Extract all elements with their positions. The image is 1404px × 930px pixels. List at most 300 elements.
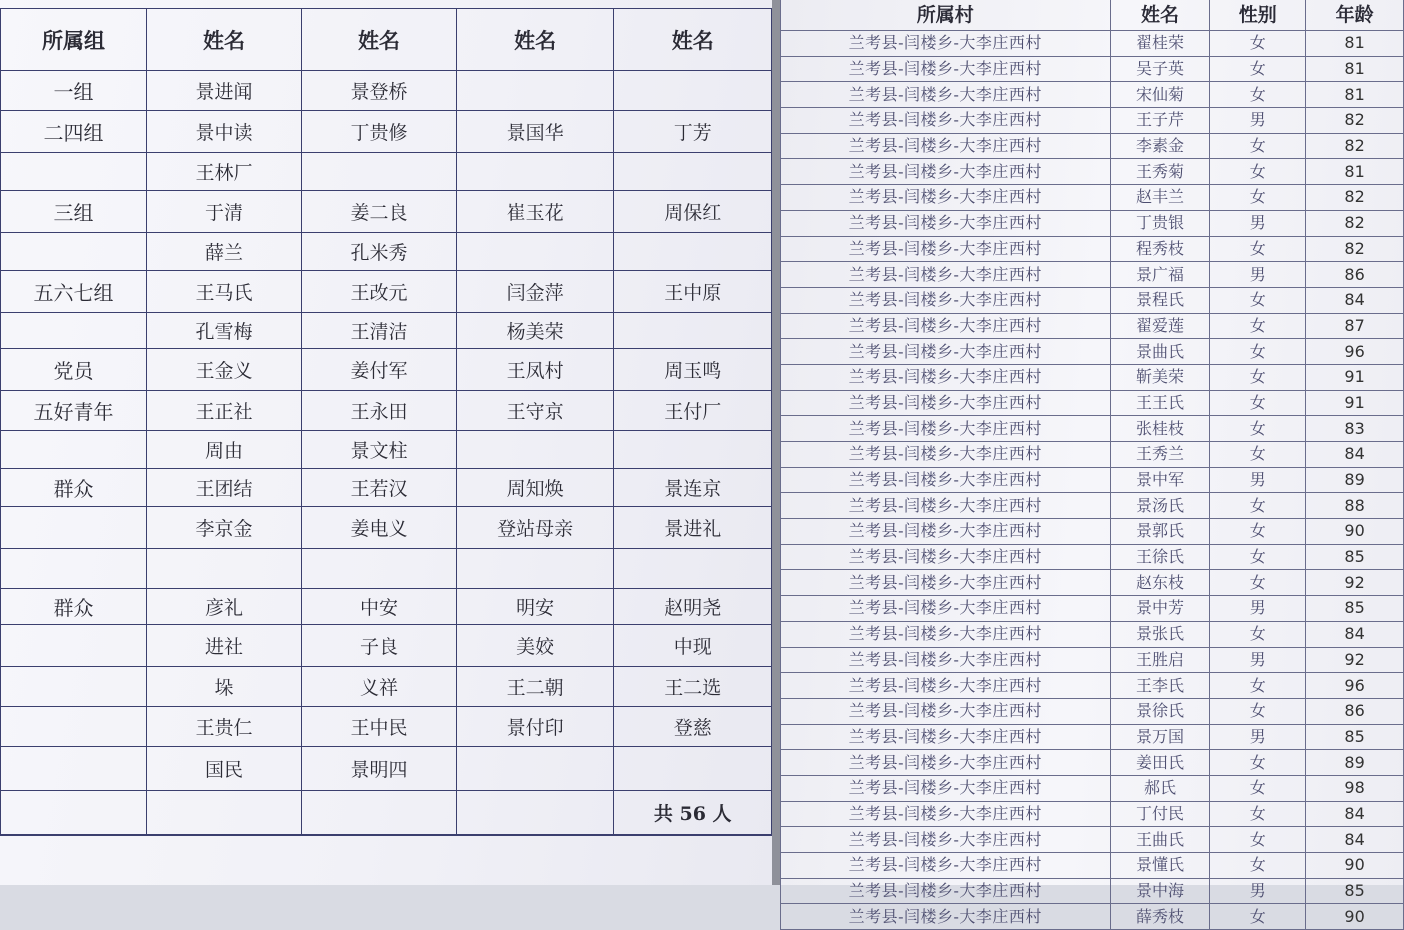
group-cell bbox=[1, 313, 147, 349]
table-row bbox=[781, 673, 1404, 699]
name-cell bbox=[614, 313, 772, 349]
name-cell: 张桂枝 bbox=[1110, 416, 1210, 442]
table-row bbox=[781, 185, 1404, 211]
group-cell: 一组 bbox=[1, 71, 147, 111]
name-cell: 景曲氏 bbox=[1110, 339, 1210, 365]
elderly-residents-table bbox=[780, 0, 1404, 930]
village-cell: 兰考县-闫楼乡-大李庄西村 bbox=[781, 108, 1111, 134]
name-cell: 登慈 bbox=[614, 707, 772, 747]
name-cell bbox=[456, 747, 613, 791]
village-cell: 兰考县-闫楼乡-大李庄西村 bbox=[781, 56, 1111, 82]
name-cell: 中现 bbox=[614, 625, 772, 667]
age-cell: 82 bbox=[1306, 236, 1404, 262]
age-cell: 90 bbox=[1306, 853, 1404, 879]
name-cell: 景付印 bbox=[456, 707, 613, 747]
name-cell: 王二朝 bbox=[456, 667, 613, 707]
table-row bbox=[1, 667, 772, 707]
table-row bbox=[781, 287, 1404, 313]
name-cell: 垛 bbox=[146, 667, 301, 707]
age-cell: 90 bbox=[1306, 904, 1404, 930]
gender-cell: 女 bbox=[1210, 159, 1306, 185]
gender-cell: 女 bbox=[1210, 133, 1306, 159]
table-row bbox=[1, 507, 772, 549]
name-cell: 周知焕 bbox=[456, 469, 613, 507]
name-cell: 王中原 bbox=[614, 271, 772, 313]
village-cell: 兰考县-闫楼乡-大李庄西村 bbox=[781, 236, 1111, 262]
age-cell: 84 bbox=[1306, 442, 1404, 468]
gender-cell: 男 bbox=[1210, 210, 1306, 236]
age-cell: 84 bbox=[1306, 827, 1404, 853]
name-cell: 李京金 bbox=[146, 507, 301, 549]
group-cell: 二四组 bbox=[1, 111, 147, 153]
village-cell: 兰考县-闫楼乡-大李庄西村 bbox=[781, 673, 1111, 699]
name-cell: 彦礼 bbox=[146, 589, 301, 625]
gender-cell: 男 bbox=[1210, 596, 1306, 622]
village-cell: 兰考县-闫楼乡-大李庄西村 bbox=[781, 750, 1111, 776]
name-cell bbox=[456, 71, 613, 111]
name-cell bbox=[614, 431, 772, 469]
gender-cell: 女 bbox=[1210, 416, 1306, 442]
village-cell: 兰考县-闫楼乡-大李庄西村 bbox=[781, 133, 1111, 159]
age-cell: 92 bbox=[1306, 570, 1404, 596]
village-cell: 兰考县-闫楼乡-大李庄西村 bbox=[781, 390, 1111, 416]
village-cell: 兰考县-闫楼乡-大李庄西村 bbox=[781, 647, 1111, 673]
group-cell bbox=[1, 549, 147, 589]
name-cell: 景徐氏 bbox=[1110, 698, 1210, 724]
age-cell: 81 bbox=[1306, 31, 1404, 57]
table-row bbox=[1, 391, 772, 431]
age-cell: 89 bbox=[1306, 467, 1404, 493]
name-cell: 王永田 bbox=[301, 391, 456, 431]
name-cell: 景汤氏 bbox=[1110, 493, 1210, 519]
age-cell: 82 bbox=[1306, 108, 1404, 134]
name-cell bbox=[301, 549, 456, 589]
table-row bbox=[781, 390, 1404, 416]
name-cell: 于清 bbox=[146, 191, 301, 233]
name-cell: 赵东枝 bbox=[1110, 570, 1210, 596]
name-cell: 王子芹 bbox=[1110, 108, 1210, 134]
name-cell bbox=[146, 791, 301, 835]
name-cell: 王李氏 bbox=[1110, 673, 1210, 699]
name-cell: 郝氏 bbox=[1110, 775, 1210, 801]
name-cell: 景中芳 bbox=[1110, 596, 1210, 622]
table-row bbox=[781, 210, 1404, 236]
name-cell: 杨美荣 bbox=[456, 313, 613, 349]
gender-cell: 女 bbox=[1210, 185, 1306, 211]
age-cell: 81 bbox=[1306, 56, 1404, 82]
table-row bbox=[1, 589, 772, 625]
age-cell: 85 bbox=[1306, 878, 1404, 904]
group-column-header: 所属组 bbox=[1, 9, 147, 71]
age-cell: 90 bbox=[1306, 519, 1404, 545]
name-cell: 景中海 bbox=[1110, 878, 1210, 904]
table-row bbox=[781, 339, 1404, 365]
gender-cell: 女 bbox=[1210, 313, 1306, 339]
gender-cell: 男 bbox=[1210, 108, 1306, 134]
age-cell: 82 bbox=[1306, 185, 1404, 211]
name-cell bbox=[146, 549, 301, 589]
gender-cell: 女 bbox=[1210, 853, 1306, 879]
name-cell: 美姣 bbox=[456, 625, 613, 667]
name-column-header: 姓名 bbox=[146, 9, 301, 71]
village-cell: 兰考县-闫楼乡-大李庄西村 bbox=[781, 801, 1111, 827]
name-cell bbox=[456, 791, 613, 835]
village-cell: 兰考县-闫楼乡-大李庄西村 bbox=[781, 467, 1111, 493]
name-cell: 景登桥 bbox=[301, 71, 456, 111]
table-row bbox=[781, 570, 1404, 596]
name-cell bbox=[146, 835, 301, 836]
name-cell bbox=[614, 233, 772, 271]
village-cell: 兰考县-闫楼乡-大李庄西村 bbox=[781, 31, 1111, 57]
age-cell: 91 bbox=[1306, 364, 1404, 390]
group-cell bbox=[1, 153, 147, 191]
gender-cell: 女 bbox=[1210, 442, 1306, 468]
village-cell: 兰考县-闫楼乡-大李庄西村 bbox=[781, 596, 1111, 622]
name-column-header: 姓名 bbox=[614, 9, 772, 71]
gender-cell: 女 bbox=[1210, 673, 1306, 699]
village-cell: 兰考县-闫楼乡-大李庄西村 bbox=[781, 159, 1111, 185]
group-cell: 党员 bbox=[1, 349, 147, 391]
name-cell: 王贵仁 bbox=[146, 707, 301, 747]
table-row bbox=[781, 108, 1404, 134]
table-row bbox=[1, 431, 772, 469]
name-cell: 王中民 bbox=[301, 707, 456, 747]
village-cell: 兰考县-闫楼乡-大李庄西村 bbox=[781, 570, 1111, 596]
name-column-header: 姓名 bbox=[456, 9, 613, 71]
village-cell: 兰考县-闫楼乡-大李庄西村 bbox=[781, 185, 1111, 211]
name-cell: 王改元 bbox=[301, 271, 456, 313]
table-row bbox=[781, 801, 1404, 827]
age-cell: 85 bbox=[1306, 596, 1404, 622]
age-cell: 96 bbox=[1306, 673, 1404, 699]
village-cell: 兰考县-闫楼乡-大李庄西村 bbox=[781, 724, 1111, 750]
table-row bbox=[781, 621, 1404, 647]
name-column-header: 姓名 bbox=[301, 9, 456, 71]
name-cell bbox=[614, 549, 772, 589]
name-cell bbox=[301, 791, 456, 835]
table-row bbox=[781, 596, 1404, 622]
name-cell: 景程氏 bbox=[1110, 287, 1210, 313]
table-row bbox=[1, 191, 772, 233]
name-cell: 景文柱 bbox=[301, 431, 456, 469]
name-cell: 国民 bbox=[146, 747, 301, 791]
table-row bbox=[1, 625, 772, 667]
group-cell bbox=[1, 747, 147, 791]
name-cell bbox=[301, 835, 456, 836]
village-cell: 兰考县-闫楼乡-大李庄西村 bbox=[781, 853, 1111, 879]
name-cell bbox=[456, 835, 613, 836]
table-row bbox=[1, 835, 772, 836]
group-cell: 五六七组 bbox=[1, 271, 147, 313]
name-cell: 子良 bbox=[301, 625, 456, 667]
name-cell: 靳美荣 bbox=[1110, 364, 1210, 390]
name-cell: 义祥 bbox=[301, 667, 456, 707]
village-cell: 兰考县-闫楼乡-大李庄西村 bbox=[781, 827, 1111, 853]
table-row bbox=[781, 853, 1404, 879]
name-cell: 程秀枝 bbox=[1110, 236, 1210, 262]
age-cell: 82 bbox=[1306, 133, 1404, 159]
name-cell bbox=[456, 153, 613, 191]
name-cell: 景进闻 bbox=[146, 71, 301, 111]
table-row bbox=[781, 442, 1404, 468]
name-cell: 景张氏 bbox=[1110, 621, 1210, 647]
name-cell: 薛兰 bbox=[146, 233, 301, 271]
table-row bbox=[1, 71, 772, 111]
name-cell bbox=[456, 549, 613, 589]
age-cell: 87 bbox=[1306, 313, 1404, 339]
name-cell: 薛秀枝 bbox=[1110, 904, 1210, 930]
name-cell bbox=[614, 153, 772, 191]
name-cell: 景连京 bbox=[614, 469, 772, 507]
age-cell: 86 bbox=[1306, 262, 1404, 288]
name-cell: 姜二良 bbox=[301, 191, 456, 233]
gender-cell: 男 bbox=[1210, 647, 1306, 673]
name-cell: 崔玉花 bbox=[456, 191, 613, 233]
table-row bbox=[1, 469, 772, 507]
table-row bbox=[1, 791, 772, 835]
table-row bbox=[1, 111, 772, 153]
table-row bbox=[781, 904, 1404, 930]
age-cell: 88 bbox=[1306, 493, 1404, 519]
table-row bbox=[781, 133, 1404, 159]
group-cell: 群众 bbox=[1, 469, 147, 507]
gender-cell: 女 bbox=[1210, 827, 1306, 853]
name-cell: 吴子英 bbox=[1110, 56, 1210, 82]
table-row bbox=[781, 31, 1404, 57]
name-cell bbox=[614, 71, 772, 111]
table-row bbox=[781, 416, 1404, 442]
name-cell: 闫金萍 bbox=[456, 271, 613, 313]
name-cell: 王马氏 bbox=[146, 271, 301, 313]
name-cell: 王秀菊 bbox=[1110, 159, 1210, 185]
table-row bbox=[1, 153, 772, 191]
name-cell: 王秀兰 bbox=[1110, 442, 1210, 468]
gender-cell: 男 bbox=[1210, 262, 1306, 288]
name-cell: 姜田氏 bbox=[1110, 750, 1210, 776]
group-cell: 三组 bbox=[1, 191, 147, 233]
name-cell: 王守京 bbox=[456, 391, 613, 431]
group-cell bbox=[1, 625, 147, 667]
gender-cell: 女 bbox=[1210, 570, 1306, 596]
group-cell: 群众 bbox=[1, 589, 147, 625]
name-cell: 赵丰兰 bbox=[1110, 185, 1210, 211]
name-cell: 中安 bbox=[301, 589, 456, 625]
gender-cell: 女 bbox=[1210, 31, 1306, 57]
name-cell: 姜付军 bbox=[301, 349, 456, 391]
name-cell bbox=[456, 431, 613, 469]
table-row bbox=[781, 364, 1404, 390]
gender-cell: 女 bbox=[1210, 698, 1306, 724]
name-cell: 孔雪梅 bbox=[146, 313, 301, 349]
group-cell bbox=[1, 431, 147, 469]
age-cell: 84 bbox=[1306, 801, 1404, 827]
age-cell: 83 bbox=[1306, 416, 1404, 442]
name-cell: 周玉鸣 bbox=[614, 349, 772, 391]
gender-cell: 女 bbox=[1210, 621, 1306, 647]
name-cell: 赵明尧 bbox=[614, 589, 772, 625]
age-cell: 86 bbox=[1306, 698, 1404, 724]
gender-cell: 女 bbox=[1210, 493, 1306, 519]
group-cell bbox=[1, 507, 147, 549]
table-row bbox=[781, 544, 1404, 570]
age-cell: 98 bbox=[1306, 775, 1404, 801]
table-header-row bbox=[781, 0, 1404, 31]
name-cell: 丁贵银 bbox=[1110, 210, 1210, 236]
group-cell bbox=[1, 835, 147, 836]
age-cell: 92 bbox=[1306, 647, 1404, 673]
age-column-header: 年龄 bbox=[1306, 0, 1404, 31]
village-cell: 兰考县-闫楼乡-大李庄西村 bbox=[781, 262, 1111, 288]
name-cell: 宋仙菊 bbox=[1110, 82, 1210, 108]
page-gap bbox=[772, 0, 780, 885]
name-cell: 景郭氏 bbox=[1110, 519, 1210, 545]
village-cell: 兰考县-闫楼乡-大李庄西村 bbox=[781, 339, 1111, 365]
name-cell: 王徐氏 bbox=[1110, 544, 1210, 570]
name-cell: 王胜启 bbox=[1110, 647, 1210, 673]
name-cell bbox=[614, 747, 772, 791]
name-cell: 王二选 bbox=[614, 667, 772, 707]
name-cell: 王曲氏 bbox=[1110, 827, 1210, 853]
name-cell: 景懂氏 bbox=[1110, 853, 1210, 879]
age-cell: 96 bbox=[1306, 339, 1404, 365]
table-row bbox=[781, 827, 1404, 853]
name-cell: 王清洁 bbox=[301, 313, 456, 349]
name-cell: 王金义 bbox=[146, 349, 301, 391]
name-cell: 景国华 bbox=[456, 111, 613, 153]
name-cell: 明安 bbox=[456, 589, 613, 625]
gender-cell: 女 bbox=[1210, 339, 1306, 365]
name-cell: 景广福 bbox=[1110, 262, 1210, 288]
table-row bbox=[1, 747, 772, 791]
table-row bbox=[781, 82, 1404, 108]
age-cell: 82 bbox=[1306, 210, 1404, 236]
table-row bbox=[781, 775, 1404, 801]
table-row bbox=[781, 724, 1404, 750]
right-document-sheet bbox=[780, 0, 1404, 926]
gender-cell: 女 bbox=[1210, 390, 1306, 416]
name-cell: 翟桂荣 bbox=[1110, 31, 1210, 57]
village-cell: 兰考县-闫楼乡-大李庄西村 bbox=[781, 442, 1111, 468]
table-header-row bbox=[1, 9, 772, 71]
group-cell bbox=[1, 791, 147, 835]
table-row bbox=[1, 233, 772, 271]
group-cell: 五好青年 bbox=[1, 391, 147, 431]
group-cell bbox=[1, 233, 147, 271]
name-cell: 景万国 bbox=[1110, 724, 1210, 750]
gender-column-header: 性别 bbox=[1210, 0, 1306, 31]
age-cell: 89 bbox=[1306, 750, 1404, 776]
age-cell: 81 bbox=[1306, 82, 1404, 108]
table-row bbox=[1, 349, 772, 391]
village-cell: 兰考县-闫楼乡-大李庄西村 bbox=[781, 287, 1111, 313]
age-cell: 84 bbox=[1306, 287, 1404, 313]
group-cell bbox=[1, 667, 147, 707]
age-cell: 85 bbox=[1306, 544, 1404, 570]
name-cell: 景明四 bbox=[301, 747, 456, 791]
name-cell: 王凤村 bbox=[456, 349, 613, 391]
village-cell: 兰考县-闫楼乡-大李庄西村 bbox=[781, 878, 1111, 904]
name-cell bbox=[614, 835, 772, 836]
table-row bbox=[781, 159, 1404, 185]
gender-cell: 男 bbox=[1210, 724, 1306, 750]
name-cell: 姜电义 bbox=[301, 507, 456, 549]
village-cell: 兰考县-闫楼乡-大李庄西村 bbox=[781, 82, 1111, 108]
name-cell: 周保红 bbox=[614, 191, 772, 233]
name-cell: 王付厂 bbox=[614, 391, 772, 431]
table-row bbox=[1, 271, 772, 313]
gender-cell: 女 bbox=[1210, 364, 1306, 390]
village-column-header: 所属村 bbox=[781, 0, 1111, 31]
gender-cell: 男 bbox=[1210, 878, 1306, 904]
name-cell: 丁付民 bbox=[1110, 801, 1210, 827]
table-row bbox=[781, 750, 1404, 776]
name-cell: 景中军 bbox=[1110, 467, 1210, 493]
village-cell: 兰考县-闫楼乡-大李庄西村 bbox=[781, 698, 1111, 724]
village-cell: 兰考县-闫楼乡-大李庄西村 bbox=[781, 493, 1111, 519]
village-cell: 兰考县-闫楼乡-大李庄西村 bbox=[781, 544, 1111, 570]
village-cell: 兰考县-闫楼乡-大李庄西村 bbox=[781, 775, 1111, 801]
table-row bbox=[781, 313, 1404, 339]
gender-cell: 女 bbox=[1210, 56, 1306, 82]
gender-cell: 女 bbox=[1210, 904, 1306, 930]
name-cell: 翟爱莲 bbox=[1110, 313, 1210, 339]
name-cell: 王正社 bbox=[146, 391, 301, 431]
table-row bbox=[781, 236, 1404, 262]
village-cell: 兰考县-闫楼乡-大李庄西村 bbox=[781, 519, 1111, 545]
table-row bbox=[781, 262, 1404, 288]
village-cell: 兰考县-闫楼乡-大李庄西村 bbox=[781, 313, 1111, 339]
age-cell: 81 bbox=[1306, 159, 1404, 185]
group-roster-table bbox=[0, 8, 772, 836]
name-cell: 王林厂 bbox=[146, 153, 301, 191]
total-count: 共 56 人 bbox=[614, 791, 772, 835]
name-cell: 周由 bbox=[146, 431, 301, 469]
name-cell bbox=[456, 233, 613, 271]
name-cell: 景中读 bbox=[146, 111, 301, 153]
gender-cell: 女 bbox=[1210, 750, 1306, 776]
village-cell: 兰考县-闫楼乡-大李庄西村 bbox=[781, 621, 1111, 647]
age-cell: 85 bbox=[1306, 724, 1404, 750]
name-cell: 孔米秀 bbox=[301, 233, 456, 271]
name-column-header: 姓名 bbox=[1110, 0, 1210, 31]
name-cell: 登站母亲 bbox=[456, 507, 613, 549]
table-row bbox=[781, 493, 1404, 519]
table-row bbox=[1, 313, 772, 349]
age-cell: 91 bbox=[1306, 390, 1404, 416]
name-cell: 进社 bbox=[146, 625, 301, 667]
gender-cell: 女 bbox=[1210, 775, 1306, 801]
village-cell: 兰考县-闫楼乡-大李庄西村 bbox=[781, 364, 1111, 390]
table-row bbox=[781, 56, 1404, 82]
village-cell: 兰考县-闫楼乡-大李庄西村 bbox=[781, 904, 1111, 930]
name-cell: 李素金 bbox=[1110, 133, 1210, 159]
gender-cell: 女 bbox=[1210, 287, 1306, 313]
name-cell bbox=[301, 153, 456, 191]
gender-cell: 男 bbox=[1210, 467, 1306, 493]
table-row bbox=[1, 707, 772, 747]
gender-cell: 女 bbox=[1210, 82, 1306, 108]
gender-cell: 女 bbox=[1210, 236, 1306, 262]
gender-cell: 女 bbox=[1210, 519, 1306, 545]
village-cell: 兰考县-闫楼乡-大李庄西村 bbox=[781, 210, 1111, 236]
name-cell: 王若汉 bbox=[301, 469, 456, 507]
name-cell: 丁芳 bbox=[614, 111, 772, 153]
table-row bbox=[1, 549, 772, 589]
table-row bbox=[781, 647, 1404, 673]
gender-cell: 女 bbox=[1210, 544, 1306, 570]
age-cell: 84 bbox=[1306, 621, 1404, 647]
name-cell: 丁贵修 bbox=[301, 111, 456, 153]
